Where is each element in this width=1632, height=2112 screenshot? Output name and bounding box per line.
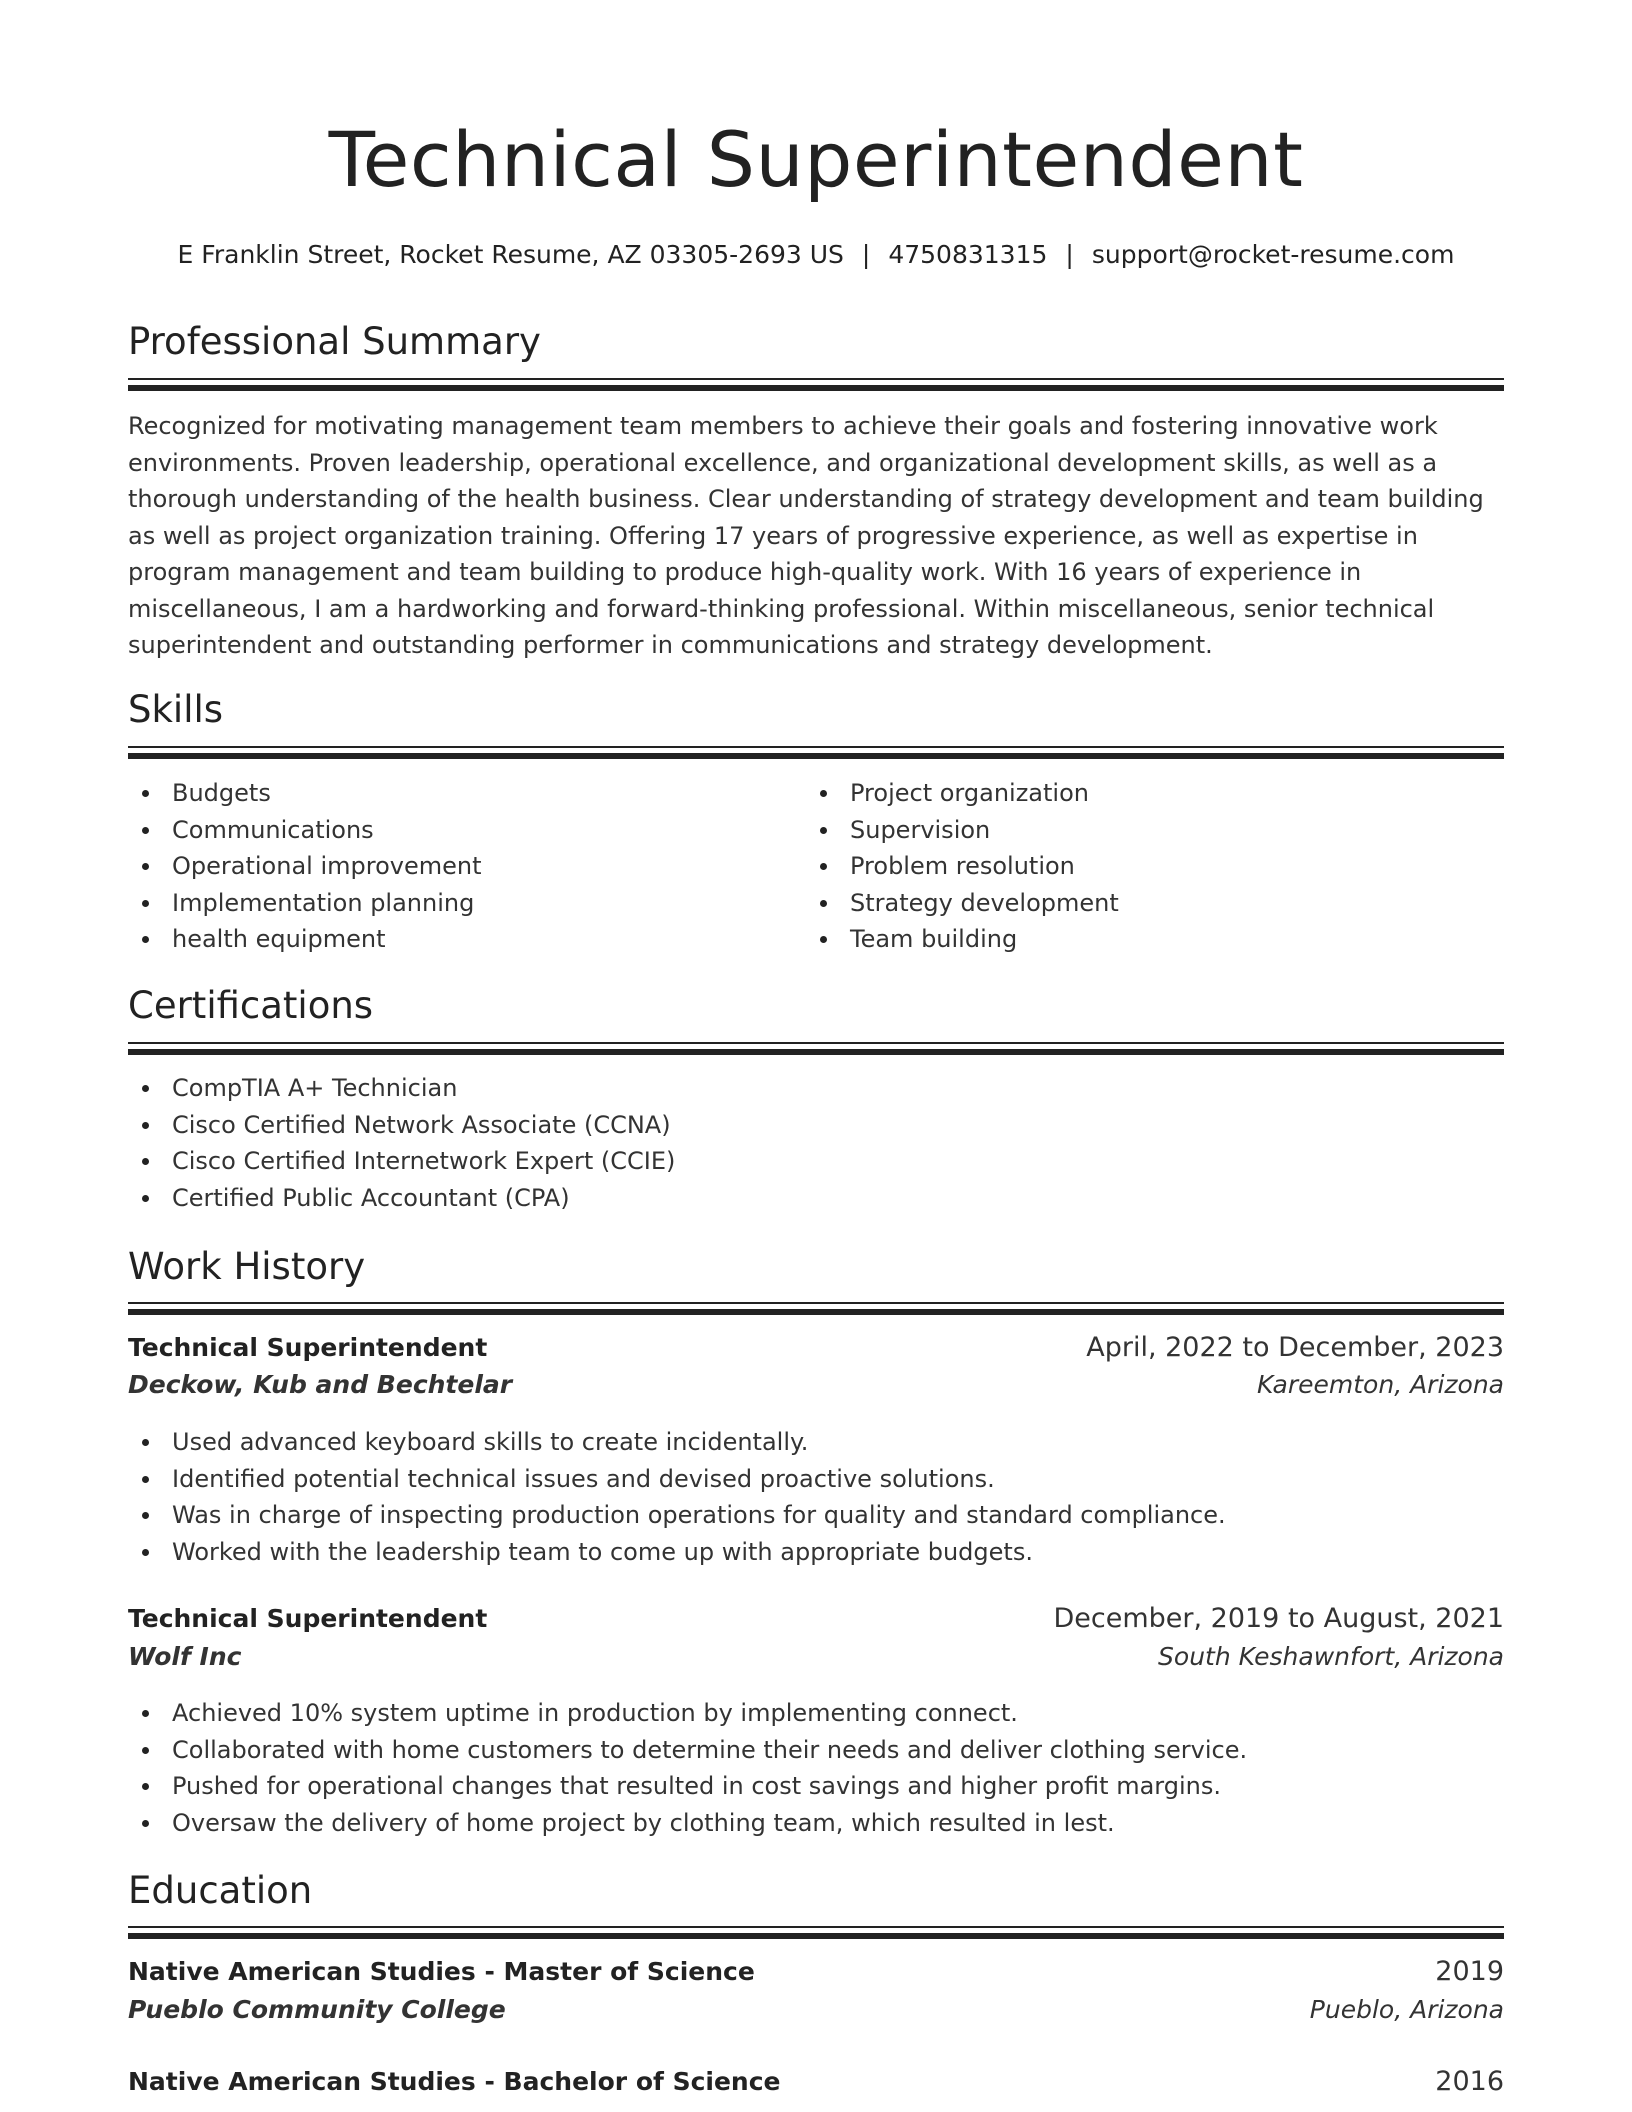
section-title-certifications: Certifications [128,984,374,1027]
certification-item: Cisco Certified Network Associate (CCNA) [128,1107,1504,1144]
job-dates: December, 2019 to August, 2021 [1053,1603,1504,1634]
contact-separator: | [1065,240,1074,269]
job-bullet: Was in charge of inspecting production operations for quality and standard compliance. [128,1497,1504,1534]
skills-list-left [128,775,788,958]
skill-item: Operational improvement [128,848,788,885]
job-bullet: Collaborated with home customers to determine their needs and deliver clothing service. [128,1732,1504,1769]
section-title-education: Education [128,1869,313,1912]
education-header [128,1956,1504,1987]
job-title: Technical Superintendent [128,1604,488,1633]
job-bullet: Oversaw the delivery of home project by clothing team, which resulted in lest. [128,1805,1504,1842]
education-location: Pueblo, Arizona [1309,1995,1504,2024]
job-company: Deckow, Kub and Bechtelar [128,1370,513,1399]
skill-item: Team building [806,921,1466,958]
education-subheader [128,1995,1504,2024]
job-bullet: Used advanced keyboard skills to create incidentally. [128,1424,1504,1461]
job-subheader [128,1642,1504,1671]
section-title-work-history: Work History [128,1245,366,1288]
skill-item: Strategy development [806,885,1466,922]
skill-item: health equipment [128,921,788,958]
contact-phone: 4750831315 [888,240,1048,269]
job-header [128,1603,1504,1634]
job-bullet: Achieved 10% system uptime in production by implementing connect. [128,1695,1504,1732]
education-year: 2019 [1435,1956,1504,1987]
job-header [128,1332,1504,1363]
section-divider [128,1302,1504,1314]
education-degree: Native American Studies - Bachelor of Science [128,2067,781,2096]
education-degree: Native American Studies - Master of Science [128,1957,755,1986]
section-title-skills: Skills [128,688,224,731]
job-subheader [128,1370,1504,1399]
job-bullet: Identified potential technical issues and devised proactive solutions. [128,1461,1504,1498]
summary-text: Recognized for motivating management team members to achieve their goals and fostering innovative work environments. Proven leadership, operational excellence, and organizational development skills, as well as a thorough understanding of the health business. Clear understanding of strategy development and team building as well as project organization training. Offering 17 years of progressive experience, as well as expertise in program management and team building to produce high-quality work. With 16 years of experience in miscellaneous, I am a hardworking and forward-thinking professional. Within miscellaneous, senior technical superintendent and outstanding performer in communications and strategy development. [128,412,1484,659]
candidate-name: Technical Superintendent [328,115,1304,204]
skill-item: Supervision [806,812,1466,849]
section-title-summary: Professional Summary [128,320,541,363]
job-bullet: Pushed for operational changes that resulted in cost savings and higher profit margins. [128,1768,1504,1805]
section-divider [128,1042,1504,1054]
job-bullets [128,1424,1504,1570]
section-divider [128,1926,1504,1938]
skills-list-right [806,775,1466,958]
skill-item: Communications [128,812,788,849]
contact-separator: | [861,240,871,269]
skill-item: Project organization [806,775,1466,812]
job-bullets [128,1695,1504,1841]
section-divider [128,746,1504,758]
education-school: Pueblo Community College [128,1995,506,2024]
job-bullet: Worked with the leadership team to come up with appropriate budgets. [128,1534,1504,1571]
contact-line [0,240,1632,269]
certification-item: Cisco Certified Internetwork Expert (CCIE) [128,1143,1504,1180]
certifications-list [128,1070,1504,1216]
job-company: Wolf Inc [128,1642,242,1671]
skill-item: Problem resolution [806,848,1466,885]
section-divider [128,378,1504,390]
contact-address: E Franklin Street, Rocket Resume, AZ 03305-2693 US [177,240,844,269]
contact-email: support@rocket-resume.com [1091,240,1455,269]
education-header [128,2066,1504,2097]
skill-item: Budgets [128,775,788,812]
job-dates: April, 2022 to December, 2023 [1086,1332,1504,1363]
certification-item: CompTIA A+ Technician [128,1070,1504,1107]
education-year: 2016 [1435,2066,1504,2097]
job-location: Kareemton, Arizona [1257,1370,1504,1399]
skill-item: Implementation planning [128,885,788,922]
job-title: Technical Superintendent [128,1333,488,1362]
job-location: South Keshawnfort, Arizona [1158,1642,1504,1671]
certification-item: Certified Public Accountant (CPA) [128,1180,1504,1217]
